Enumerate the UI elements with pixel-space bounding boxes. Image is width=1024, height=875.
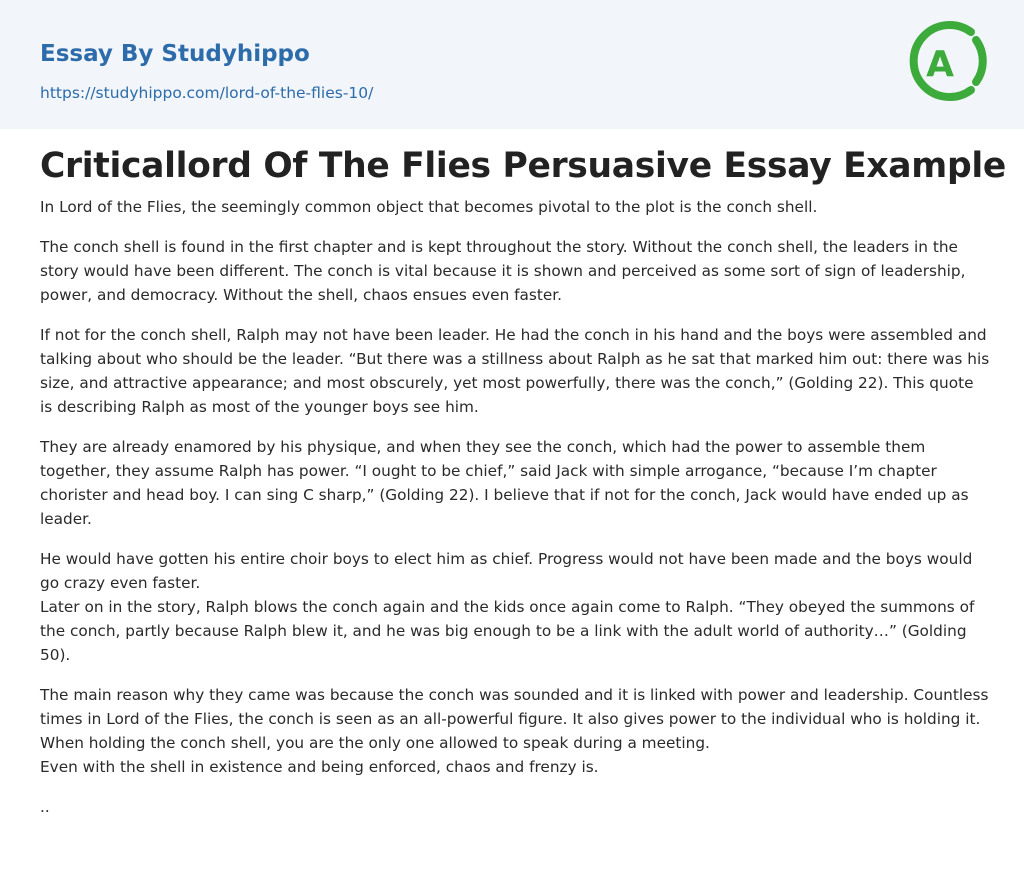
- essay-paragraph: Later on in the story, Ralph blows the conch again and the kids once again come to Ralph. “They obeyed the summons of the conch, partly because Ralph blew it, and he was big enough to be a link with the adult world of authority…” (Golding 50).: [40, 598, 975, 664]
- essay-paragraph: In Lord of the Flies, the seemingly common object that becomes pivotal to the plot is the conch shell.: [40, 198, 818, 216]
- essay-paragraph: The conch shell is found in the first chapter and is kept throughout the story. Without the conch shell, the leaders in the story would have been different. The conch is vital because it is shown and perceived as some sort of sign of leadership, power, and democracy. Without the shell, chaos ensues even faster.: [40, 238, 966, 304]
- studyhippo-logo-icon[interactable]: [909, 18, 989, 106]
- essay-url-link[interactable]: https://studyhippo.com/lord-of-the-flies-10/: [40, 84, 374, 102]
- essay-paragraph: They are already enamored by his physique, and when they see the conch, which had the power to assemble them together, they assume Ralph has power. “I ought to be chief,” said Jack with simple arrogance, “because I’m chapter chorister and head boy. I can sing C sharp,” (Golding 22). I believe that if not for the conch, Jack would have ended up as leader.: [40, 438, 969, 528]
- essay-ellipsis: ..: [40, 798, 50, 816]
- essay-paragraph: He would have gotten his entire choir boys to elect him as chief. Progress would not have been made and the boys would go crazy even faster.: [40, 550, 973, 592]
- essay-paragraph: Even with the shell in existence and being enforced, chaos and frenzy is.: [40, 758, 599, 776]
- logo-letter: A: [926, 44, 954, 85]
- site-header: [0, 0, 1024, 129]
- essay-paragraph: The main reason why they came was because the conch was sounded and it is linked with power and leadership. Countless times in Lord of the Flies, the conch is seen as an all-powerful figure. It also gives power to the individual who is holding it. When holding the conch shell, you are the only one allowed to speak during a meeting.: [40, 686, 989, 752]
- essay-paragraph: If not for the conch shell, Ralph may not have been leader. He had the conch in his hand and the boys were assembled and talking about who should be the leader. “But there was a stillness about Ralph as he sat that marked him out: there was his size, and attractive appearance; and most obscurely, yet most powerfully, there was the conch,” (Golding 22). This quote is describing Ralph as most of the younger boys see him.: [40, 326, 990, 416]
- essay-title: Criticallord Of The Flies Persuasive Essay Example: [40, 146, 1006, 186]
- site-brand[interactable]: Essay By Studyhippo: [40, 41, 310, 67]
